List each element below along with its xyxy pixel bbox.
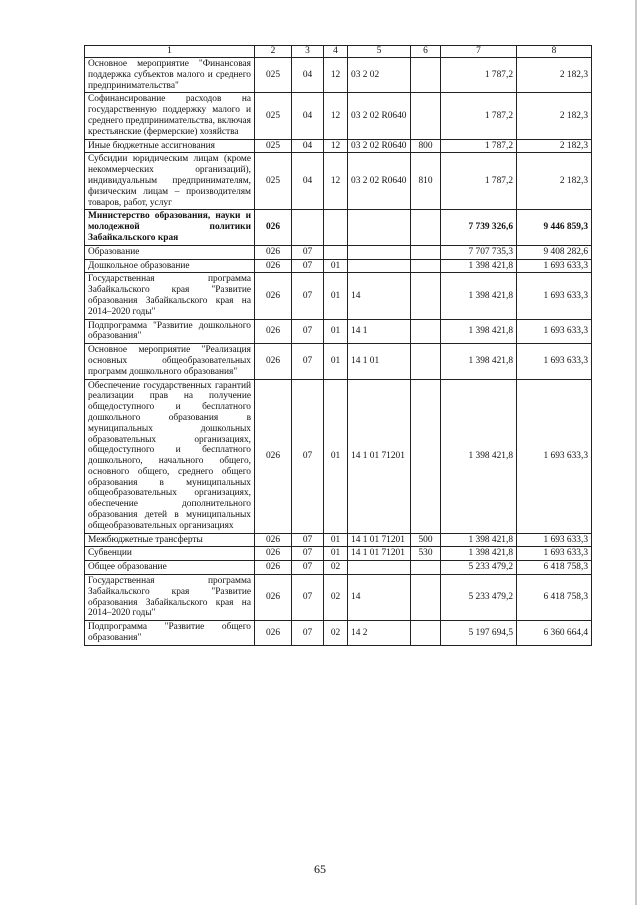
amount-2018-cell: 5 233 479,2 xyxy=(441,561,517,575)
amount-2019-cell: 6 360 664,4 xyxy=(517,621,592,646)
ministry-code-cell: 026 xyxy=(255,344,292,379)
row-name-cell: Основное мероприятие "Финансовая поддержка субъектов малого и среднего предпринимательства" xyxy=(85,58,255,93)
expense-type-cell: 530 xyxy=(411,547,441,561)
row-name-cell: Субвенции xyxy=(85,547,255,561)
row-name-cell: Межбюджетные трансферты xyxy=(85,533,255,547)
table-row xyxy=(85,259,592,273)
amount-2018-cell: 7 707 735,3 xyxy=(441,245,517,259)
target-article-cell: 14 1 01 71201 xyxy=(348,547,411,561)
expense-type-cell xyxy=(411,93,441,139)
section-cell: 07 xyxy=(292,245,324,259)
ministry-code-cell: 026 xyxy=(255,319,292,344)
subsection-cell: 02 xyxy=(324,561,348,575)
subsection-cell: 12 xyxy=(324,153,348,210)
amount-2018-cell: 1 787,2 xyxy=(441,153,517,210)
section-cell: 07 xyxy=(292,533,324,547)
table-row xyxy=(85,575,592,621)
expense-type-cell xyxy=(411,273,441,319)
subsection-cell: 12 xyxy=(324,58,348,93)
ministry-code-cell: 026 xyxy=(255,621,292,646)
subsection-cell: 01 xyxy=(324,259,348,273)
ministry-code-cell: 025 xyxy=(255,153,292,210)
section-cell: 07 xyxy=(292,575,324,621)
ministry-code-cell: 026 xyxy=(255,273,292,319)
section-cell: 07 xyxy=(292,561,324,575)
subsection-cell: 01 xyxy=(324,533,348,547)
amount-2018-cell: 1 787,2 xyxy=(441,93,517,139)
row-name-cell: Обеспечение государственных гарантий реализации прав на получение общедоступного и бесплатного дошкольного образования в муниципальных дошкольных образовательных организациях, общедоступного и бесплатного дошкольного, начального общего, основного общего, среднего общего образования в муниципальных общеобразовательных организациях, обеспечение дополнительного образования детей в муниципальных общеобразовательных организациях xyxy=(85,379,255,533)
row-name-cell: Субсидии юридическим лицам (кроме некоммерческих организаций), индивидуальным предпринимателям, физическим лицам – производителям товаров, работ, услуг xyxy=(85,153,255,210)
expense-type-cell xyxy=(411,245,441,259)
table-row xyxy=(85,58,592,93)
row-name-cell: Дошкольное образование xyxy=(85,259,255,273)
table-row xyxy=(85,139,592,153)
amount-2019-cell: 1 693 633,3 xyxy=(517,379,592,533)
ministry-code-cell: 025 xyxy=(255,93,292,139)
ministry-code-cell: 026 xyxy=(255,547,292,561)
subsection-cell xyxy=(324,245,348,259)
section-cell: 04 xyxy=(292,139,324,153)
expense-type-cell xyxy=(411,58,441,93)
target-article-cell: 14 1 xyxy=(348,319,411,344)
table-row xyxy=(85,273,592,319)
target-article-cell: 03 2 02 R0640 xyxy=(348,139,411,153)
subsection-cell: 01 xyxy=(324,344,348,379)
section-cell: 07 xyxy=(292,319,324,344)
section-cell: 07 xyxy=(292,621,324,646)
column-header: 5 xyxy=(348,46,411,58)
section-cell: 04 xyxy=(292,153,324,210)
table-row xyxy=(85,319,592,344)
expense-type-cell xyxy=(411,344,441,379)
table-row xyxy=(85,245,592,259)
ministry-code-cell: 026 xyxy=(255,210,292,245)
amount-2019-cell: 1 693 633,3 xyxy=(517,259,592,273)
row-name-cell: Иные бюджетные ассигнования xyxy=(85,139,255,153)
row-name-cell: Подпрограмма "Развитие общего образования" xyxy=(85,621,255,646)
ministry-code-cell: 026 xyxy=(255,379,292,533)
row-name-cell: Министерство образования, науки и молодежной политики Забайкальского края xyxy=(85,210,255,245)
section-cell: 07 xyxy=(292,547,324,561)
ministry-code-cell: 026 xyxy=(255,533,292,547)
amount-2018-cell: 1 787,2 xyxy=(441,139,517,153)
table-row xyxy=(85,533,592,547)
target-article-cell xyxy=(348,259,411,273)
subsection-cell: 12 xyxy=(324,139,348,153)
amount-2018-cell: 1 398 421,8 xyxy=(441,273,517,319)
table-row xyxy=(85,561,592,575)
target-article-cell xyxy=(348,245,411,259)
amount-2019-cell: 6 418 758,3 xyxy=(517,575,592,621)
row-name-cell: Софинансирование расходов на государственную поддержку малого и среднего предпринимательства, включая крестьянские (фермерские) хозяйства xyxy=(85,93,255,139)
column-header: 7 xyxy=(441,46,517,58)
row-name-cell: Общее образование xyxy=(85,561,255,575)
expense-type-cell xyxy=(411,319,441,344)
expense-type-cell: 800 xyxy=(411,139,441,153)
column-header: 2 xyxy=(255,46,292,58)
subsection-cell: 02 xyxy=(324,621,348,646)
row-name-cell: Государственная программа Забайкальского края "Развитие образования Забайкальского края на 2014–2020 годы" xyxy=(85,575,255,621)
column-header: 8 xyxy=(517,46,592,58)
section-cell: 04 xyxy=(292,93,324,139)
subsection-cell: 01 xyxy=(324,547,348,561)
column-header: 3 xyxy=(292,46,324,58)
amount-2018-cell: 1 398 421,8 xyxy=(441,259,517,273)
table-row xyxy=(85,344,592,379)
budget-table xyxy=(84,45,592,646)
ministry-code-cell: 026 xyxy=(255,561,292,575)
amount-2018-cell: 7 739 326,6 xyxy=(441,210,517,245)
column-header: 6 xyxy=(411,46,441,58)
target-article-cell xyxy=(348,210,411,245)
subsection-cell: 01 xyxy=(324,319,348,344)
amount-2019-cell: 2 182,3 xyxy=(517,93,592,139)
subsection-cell: 01 xyxy=(324,273,348,319)
subsection-cell: 02 xyxy=(324,575,348,621)
amount-2018-cell: 1 398 421,8 xyxy=(441,319,517,344)
amount-2018-cell: 1 787,2 xyxy=(441,58,517,93)
expense-type-cell: 500 xyxy=(411,533,441,547)
table-row xyxy=(85,547,592,561)
amount-2019-cell: 2 182,3 xyxy=(517,153,592,210)
amount-2019-cell: 2 182,3 xyxy=(517,58,592,93)
amount-2018-cell: 1 398 421,8 xyxy=(441,533,517,547)
ministry-code-cell: 026 xyxy=(255,245,292,259)
target-article-cell: 14 xyxy=(348,273,411,319)
target-article-cell: 14 2 xyxy=(348,621,411,646)
subsection-cell xyxy=(324,210,348,245)
column-header: 1 xyxy=(85,46,255,58)
target-article-cell: 14 1 01 xyxy=(348,344,411,379)
ministry-code-cell: 025 xyxy=(255,139,292,153)
target-article-cell: 14 1 01 71201 xyxy=(348,533,411,547)
amount-2019-cell: 9 446 859,3 xyxy=(517,210,592,245)
amount-2018-cell: 1 398 421,8 xyxy=(441,344,517,379)
expense-type-cell xyxy=(411,210,441,245)
ministry-code-cell: 026 xyxy=(255,259,292,273)
expense-type-cell xyxy=(411,259,441,273)
section-cell: 07 xyxy=(292,379,324,533)
table-body xyxy=(85,58,592,646)
table-row xyxy=(85,210,592,245)
target-article-cell: 03 2 02 xyxy=(348,58,411,93)
table-header-row xyxy=(85,46,592,58)
row-name-cell: Государственная программа Забайкальского края "Развитие образования Забайкальского края на 2014–2020 годы" xyxy=(85,273,255,319)
target-article-cell: 14 1 01 71201 xyxy=(348,379,411,533)
expense-type-cell xyxy=(411,561,441,575)
expense-type-cell: 810 xyxy=(411,153,441,210)
amount-2019-cell: 6 418 758,3 xyxy=(517,561,592,575)
page-edge-shadow xyxy=(635,0,637,905)
amount-2019-cell: 1 693 633,3 xyxy=(517,533,592,547)
table-row xyxy=(85,93,592,139)
amount-2018-cell: 5 197 694,5 xyxy=(441,621,517,646)
table-row xyxy=(85,621,592,646)
page-number: 65 xyxy=(314,862,326,876)
section-cell: 07 xyxy=(292,344,324,379)
target-article-cell: 03 2 02 R0640 xyxy=(348,153,411,210)
ministry-code-cell: 026 xyxy=(255,575,292,621)
table-row xyxy=(85,379,592,533)
row-name-cell: Основное мероприятие "Реализация основных общеобразовательных программ дошкольного образования" xyxy=(85,344,255,379)
amount-2019-cell: 9 408 282,6 xyxy=(517,245,592,259)
subsection-cell: 01 xyxy=(324,379,348,533)
row-name-cell: Подпрограмма "Развитие дошкольного образования" xyxy=(85,319,255,344)
expense-type-cell xyxy=(411,621,441,646)
expense-type-cell xyxy=(411,379,441,533)
column-header: 4 xyxy=(324,46,348,58)
section-cell: 07 xyxy=(292,273,324,319)
amount-2019-cell: 1 693 633,3 xyxy=(517,547,592,561)
amount-2018-cell: 1 398 421,8 xyxy=(441,379,517,533)
amount-2018-cell: 5 233 479,2 xyxy=(441,575,517,621)
target-article-cell: 03 2 02 R0640 xyxy=(348,93,411,139)
section-cell: 04 xyxy=(292,58,324,93)
subsection-cell: 12 xyxy=(324,93,348,139)
target-article-cell: 14 xyxy=(348,575,411,621)
ministry-code-cell: 025 xyxy=(255,58,292,93)
amount-2019-cell: 2 182,3 xyxy=(517,139,592,153)
table-row xyxy=(85,153,592,210)
row-name-cell: Образование xyxy=(85,245,255,259)
target-article-cell xyxy=(348,561,411,575)
amount-2019-cell: 1 693 633,3 xyxy=(517,273,592,319)
amount-2018-cell: 1 398 421,8 xyxy=(441,547,517,561)
section-cell xyxy=(292,210,324,245)
amount-2019-cell: 1 693 633,3 xyxy=(517,344,592,379)
amount-2019-cell: 1 693 633,3 xyxy=(517,319,592,344)
section-cell: 07 xyxy=(292,259,324,273)
expense-type-cell xyxy=(411,575,441,621)
